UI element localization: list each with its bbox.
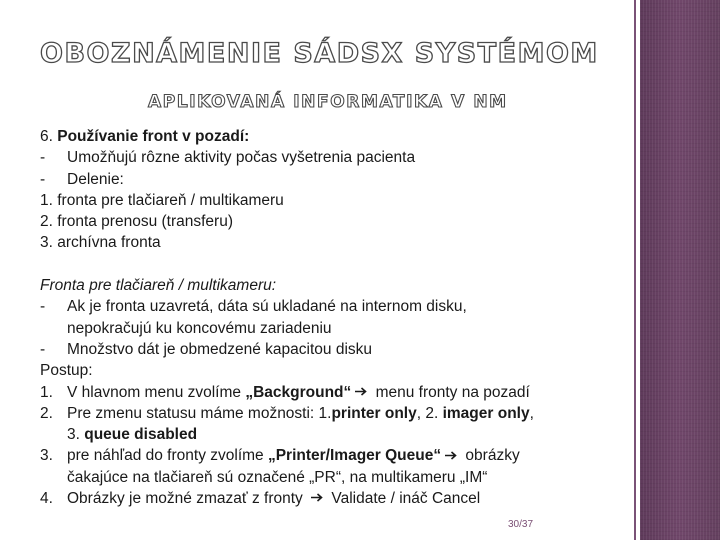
step-3: 3. pre náhľad do fronty zvolíme „Printer/Imager Queue“ obrázky bbox=[40, 447, 520, 465]
list-item: - Množstvo dát je obmedzené kapacitou disku bbox=[40, 340, 373, 358]
section1-heading bbox=[40, 126, 630, 147]
decorative-sidebar bbox=[640, 0, 720, 540]
sidebar-divider bbox=[634, 0, 636, 540]
list-item: 3. archívna fronta bbox=[40, 234, 161, 252]
slide-title: OBOZNÁMENIE SÁDSX SYSTÉMOM bbox=[40, 38, 599, 69]
list-item: - Umožňujú rôzne aktivity počas vyšetrenia pacienta bbox=[40, 149, 416, 167]
list-item-continuation: nepokračujú ku koncovému zariadeniu bbox=[67, 319, 332, 337]
step-3-continuation: čakajúce na tlačiareň sú označené „PR“, na multikameru „IM“ bbox=[67, 468, 488, 486]
step-4: 4. Obrázky je možné zmazať z fronty Validate / ináč Cancel bbox=[40, 490, 481, 508]
step-2: 2. Pre zmenu statusu máme možnosti: 1.printer only, 2. imager only, bbox=[40, 404, 534, 422]
postup-label: Postup: bbox=[40, 362, 93, 380]
step-2-continuation: 3. queue disabled bbox=[67, 426, 198, 444]
step-1: 1. V hlavnom menu zvolíme „Background“ menu fronty na pozadí bbox=[40, 383, 530, 401]
list-item: 2. fronta prenosu (transferu) bbox=[40, 213, 233, 231]
slide-body bbox=[40, 126, 630, 509]
list-item: - Ak je fronta uzavretá, dáta sú ukladané na internom disku, bbox=[40, 298, 467, 316]
arrow-right-icon bbox=[445, 451, 458, 460]
list-item: - Delenie: bbox=[40, 170, 124, 188]
section1-number: 6. bbox=[40, 128, 53, 145]
list-item: 1. fronta pre tlačiareň / multikameru bbox=[40, 191, 284, 209]
page-number: 30/37 bbox=[508, 519, 534, 530]
arrow-right-icon bbox=[355, 387, 368, 396]
section1-heading-text: Používanie front v pozadí: bbox=[57, 128, 250, 145]
slide-subtitle: APLIKOVANÁ INFORMATIKA V NM bbox=[148, 92, 508, 112]
arrow-right-icon bbox=[311, 493, 324, 502]
section2-heading: Fronta pre tlačiareň / multikameru: bbox=[40, 277, 277, 295]
